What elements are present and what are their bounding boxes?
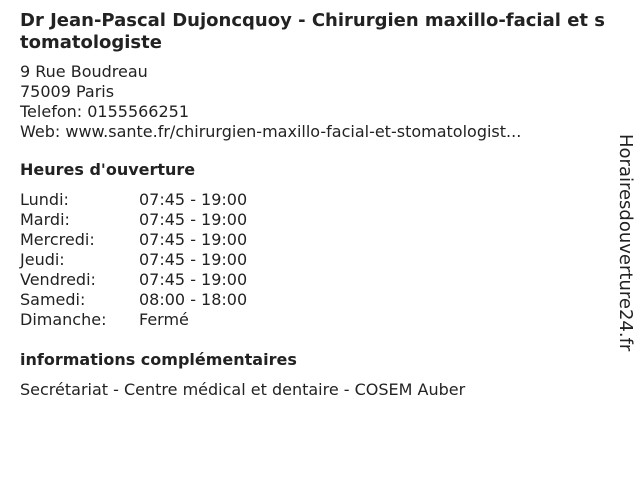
day-label: Lundi:: [20, 190, 69, 209]
hours-row-mercredi: [20, 230, 247, 250]
opening-hours-table: [20, 190, 247, 330]
page-title: Dr Jean-Pascal Dujoncquoy - Chirurgien maxillo-facial et stomatologiste: [20, 10, 605, 53]
listing-card: [20, 10, 610, 400]
time-range: 08:00 - 18:00: [139, 290, 248, 309]
day-label: Mercredi:: [20, 230, 95, 249]
hours-row-jeudi: [20, 250, 247, 270]
day-label: Dimanche:: [20, 310, 107, 329]
time-range: 07:45 - 19:00: [139, 210, 248, 229]
hours-row-samedi: [20, 290, 247, 310]
time-range: 07:45 - 19:00: [139, 230, 248, 249]
info-heading: informations complémentaires: [20, 350, 297, 369]
info-text: Secrétariat - Centre médical et dentaire - COSEM Auber: [20, 380, 466, 399]
hours-row-lundi: [20, 190, 247, 210]
time-range: 07:45 - 19:00: [139, 270, 248, 289]
day-label: Mardi:: [20, 210, 70, 229]
city-postcode: 75009 Paris: [20, 82, 115, 101]
day-label: Samedi:: [20, 290, 86, 309]
time-range: 07:45 - 19:00: [139, 250, 248, 269]
website-link[interactable]: Web: www.sante.fr/chirurgien-maxillo-facial-et-stomatologist...: [20, 122, 522, 141]
phone-number: Telefon: 0155566251: [20, 102, 190, 121]
day-label: Jeudi:: [20, 250, 65, 269]
day-label: Vendredi:: [20, 270, 96, 289]
hours-row-dimanche: [20, 310, 247, 330]
time-range: 07:45 - 19:00: [139, 190, 248, 209]
hours-row-vendredi: [20, 270, 247, 290]
hours-heading: Heures d'ouverture: [20, 160, 196, 179]
street-address: 9 Rue Boudreau: [20, 62, 148, 81]
time-range: Fermé: [139, 310, 189, 329]
site-watermark: Horairesdouverture24.fr: [615, 134, 636, 352]
hours-row-mardi: [20, 210, 247, 230]
contact-block: [20, 62, 610, 142]
